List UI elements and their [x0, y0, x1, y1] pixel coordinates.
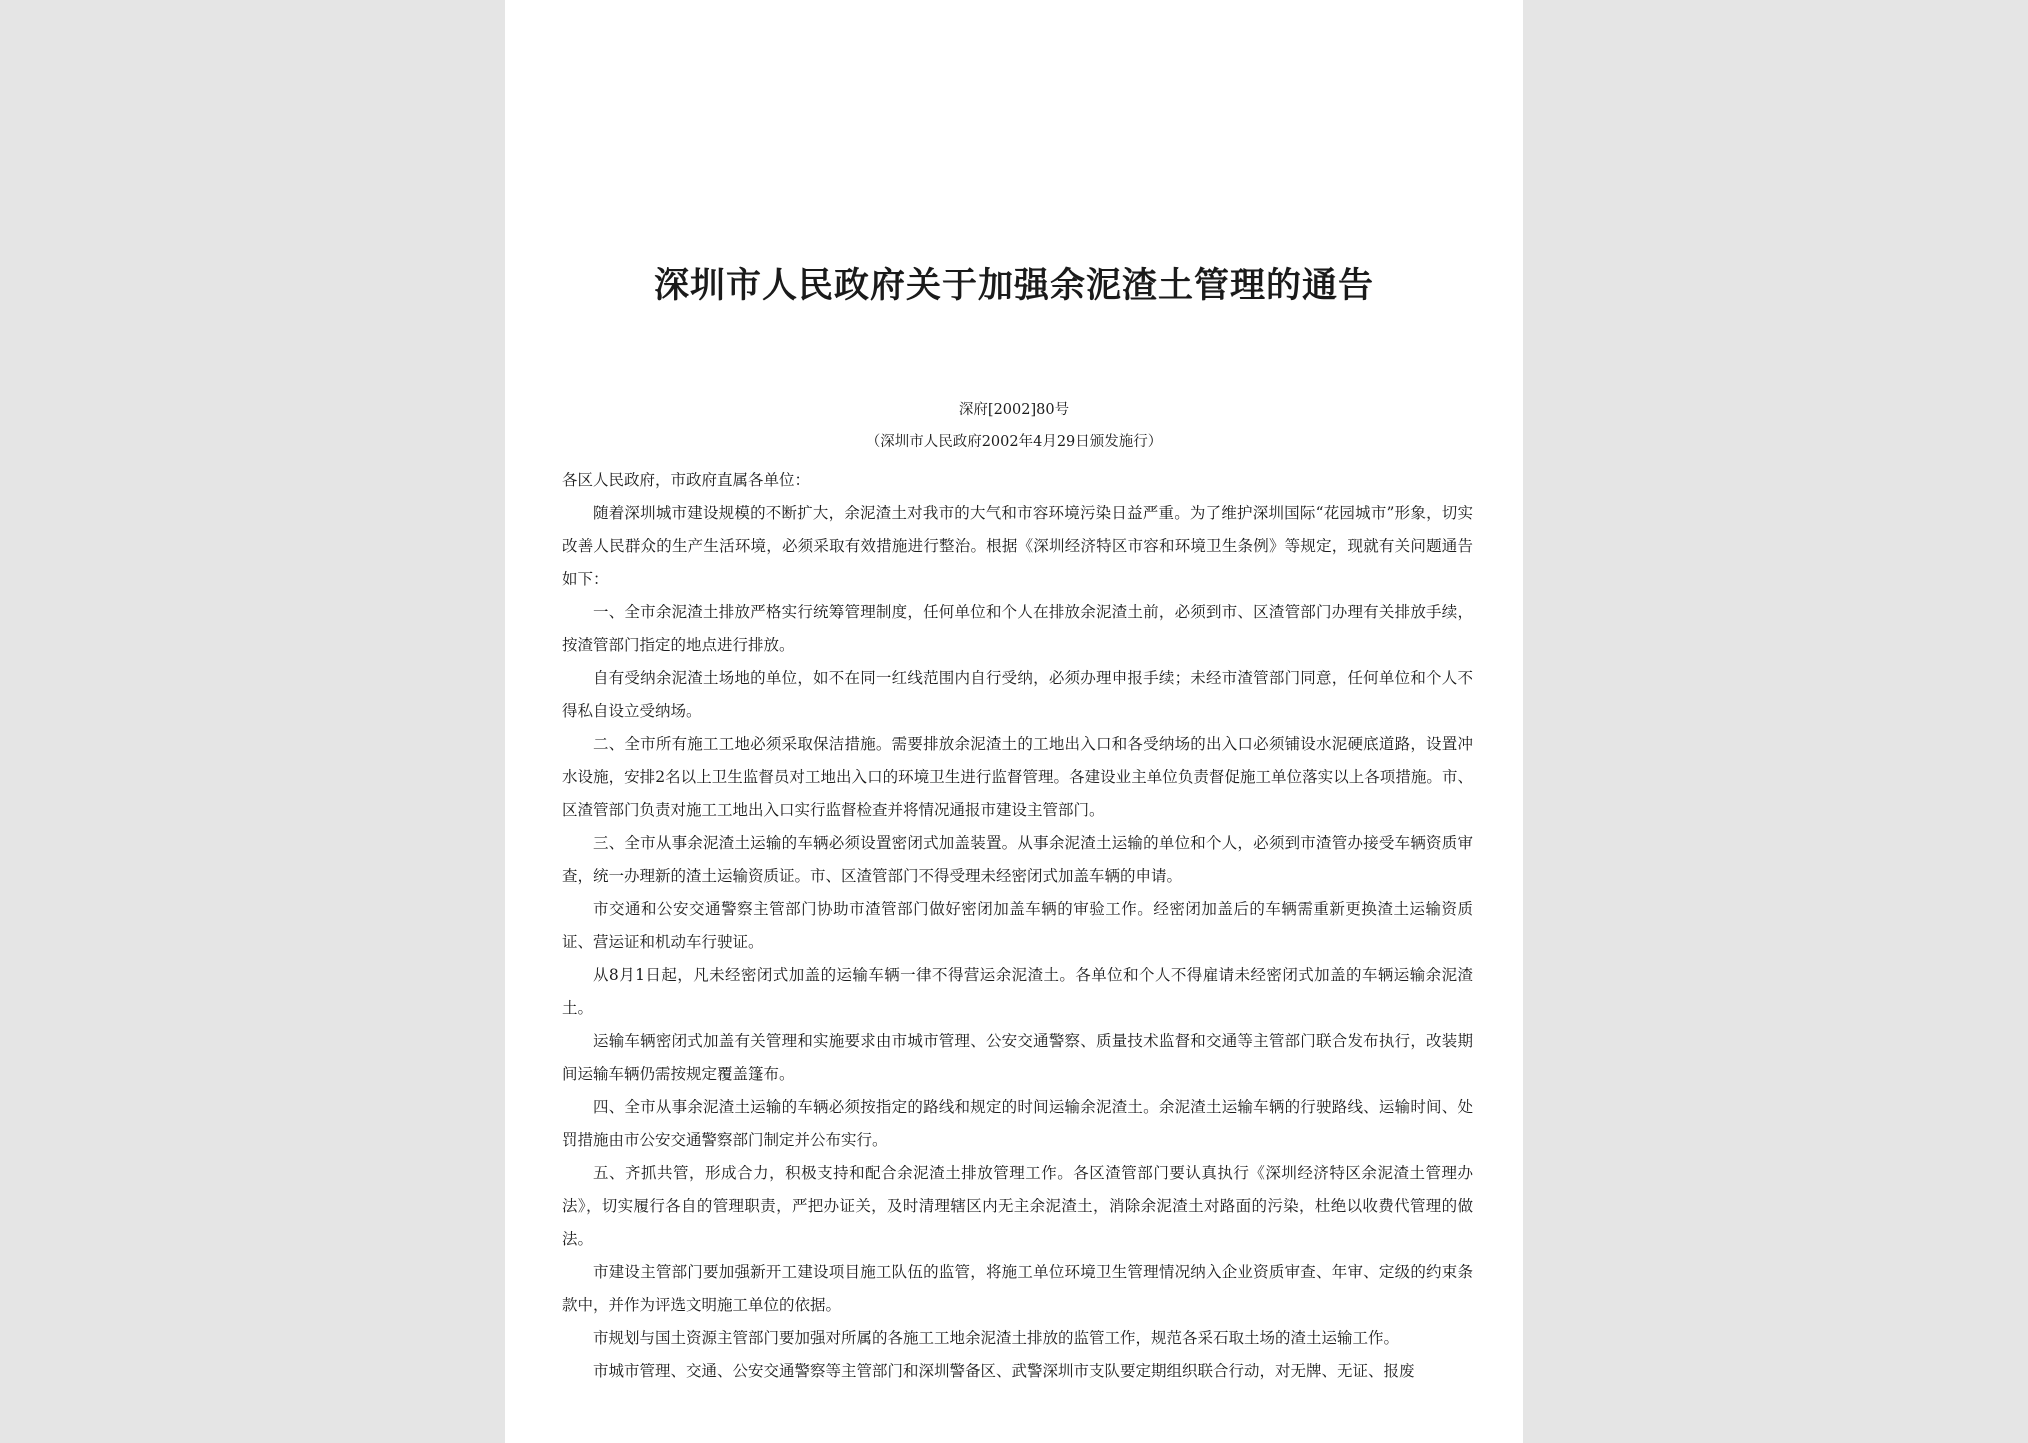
- issue-note: （深圳市人民政府2002年4月29日颁发施行）: [865, 434, 1163, 450]
- paragraph-4: 四、全市从事余泥渣土运输的车辆必须按指定的路线和规定的时间运输余泥渣土。余泥渣土运输车辆的行驶路线、运输时间、处罚措施由市公安交通警察部门制定并公布实行。: [562, 1098, 1473, 1149]
- paragraph-intro: 随着深圳城市建设规模的不断扩大，余泥渣土对我市的大气和市容环境污染日益严重。为了维护深圳国际“花园城市”形象，切实改善人民群众的生产生活环境，必须采取有效措施进行整治。根据《深圳经济特区市容和环境卫生条例》等规定，现就有关问题通告如下：: [562, 504, 1473, 588]
- paragraph-1-2: 自有受纳余泥渣土场地的单位，如不在同一红线范围内自行受纳，必须办理申报手续；未经市渣管部门同意，任何单位和个人不得私自设立受纳场。: [562, 669, 1473, 720]
- paragraph-3-4: 运输车辆密闭式加盖有关管理和实施要求由市城市管理、公安交通警察、质量技术监督和交通等主管部门联合发布执行，改装期间运输车辆仍需按规定覆盖篷布。: [562, 1032, 1473, 1083]
- paragraph-5-3: 市规划与国土资源主管部门要加强对所属的各施工工地余泥渣土排放的监管工作，规范各采石取土场的渣土运输工作。: [593, 1329, 1400, 1347]
- paragraph-1: 一、全市余泥渣土排放严格实行统筹管理制度，任何单位和个人在排放余泥渣土前，必须到市、区渣管部门办理有关排放手续，按渣管部门指定的地点进行排放。: [562, 603, 1473, 654]
- paragraph-5-2: 市建设主管部门要加强新开工建设项目施工队伍的监管，将施工单位环境卫生管理情况纳入企业资质审查、年审、定级的约束条款中，并作为评选文明施工单位的依据。: [562, 1263, 1473, 1314]
- paragraph-2: 二、全市所有施工工地必须采取保洁措施。需要排放余泥渣土的工地出入口和各受纳场的出入口必须铺设水泥硬底道路，设置冲水设施，安排2名以上卫生监督员对工地出入口的环境卫生进行监督管理。各建设业主单位负责督促施工单位落实以上各项措施。市、区渣管部门负责对施工工地出入口实行监督检查并将情况通报市建设主管部门。: [562, 735, 1473, 819]
- document-page: [505, 0, 1523, 1443]
- document-body: [562, 464, 1473, 1388]
- paragraph-5-4: 市城市管理、交通、公安交通警察等主管部门和深圳警备区、武警深圳市支队要定期组织联合行动，对无牌、无证、报废: [593, 1362, 1415, 1380]
- paragraph-5: 五、齐抓共管，形成合力，积极支持和配合余泥渣土排放管理工作。各区渣管部门要认真执行《深圳经济特区余泥渣土管理办法》，切实履行各自的管理职责，严把办证关，及时清理辖区内无主余泥渣土，消除余泥渣土对路面的污染，杜绝以收费代管理的做法。: [562, 1164, 1473, 1248]
- document-number: 深府[2002]80号: [958, 402, 1070, 418]
- paragraph-3-2: 市交通和公安交通警察主管部门协助市渣管部门做好密闭加盖车辆的审验工作。经密闭加盖后的车辆需重新更换渣土运输资质证、营运证和机动车行驶证。: [562, 900, 1473, 951]
- salutation: 各区人民政府，市政府直属各单位：: [562, 471, 811, 489]
- document-title: 深圳市人民政府关于加强余泥渣土管理的通告: [653, 265, 1374, 306]
- paragraph-3: 三、全市从事余泥渣土运输的车辆必须设置密闭式加盖装置。从事余泥渣土运输的单位和个人，必须到市渣管办接受车辆资质审查，统一办理新的渣土运输资质证。市、区渣管部门不得受理未经密闭式加盖车辆的申请。: [562, 834, 1473, 885]
- paragraph-3-3: 从8月1日起，凡未经密闭式加盖的运输车辆一律不得营运余泥渣土。各单位和个人不得雇请未经密闭式加盖的车辆运输余泥渣土。: [562, 966, 1473, 1017]
